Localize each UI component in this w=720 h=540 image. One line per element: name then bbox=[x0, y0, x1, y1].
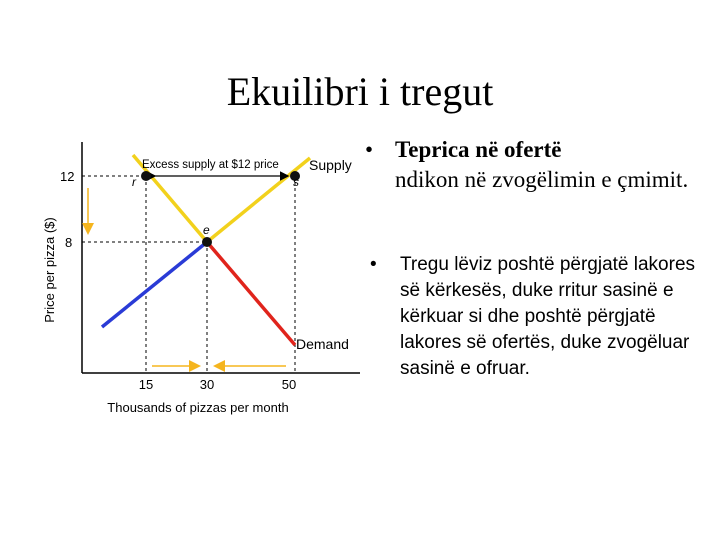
point-e bbox=[202, 237, 212, 247]
point-s-label: s bbox=[293, 175, 299, 189]
bullet-2 bbox=[370, 252, 710, 382]
point-r bbox=[141, 171, 151, 181]
demand-label: Demand bbox=[296, 336, 349, 352]
bullet-1-text: ndikon në zvogëlimin e çmimit. bbox=[395, 167, 689, 192]
bullet-2-marker: • bbox=[370, 254, 377, 275]
y-axis-label: Price per pizza ($) bbox=[42, 217, 57, 323]
bullet-2-text: Tregu lëviz poshtë përgjatë lakores së kërkesës, duke rritur sasinë e kërkuar si dhe poshtë përgjatë lakores së ofertës, duke zvogëluar sasinë e ofruar. bbox=[400, 254, 696, 379]
y-tick-12: 12 bbox=[60, 169, 75, 184]
y-tick-8: 8 bbox=[65, 235, 73, 250]
point-r-label: r bbox=[132, 175, 136, 189]
excess-supply-label: Excess supply at $12 price bbox=[142, 159, 279, 171]
bullet-1-marker: • bbox=[365, 137, 374, 162]
x-tick-15: 15 bbox=[138, 377, 154, 392]
point-e-label: e bbox=[203, 223, 210, 237]
x-axis-label: Thousands of pizzas per month bbox=[107, 400, 289, 415]
slide-title: Ekuilibri i tregut bbox=[226, 69, 494, 114]
x-tick-50: 50 bbox=[281, 377, 297, 392]
x-tick-30: 30 bbox=[199, 377, 215, 392]
bullet-1-bold-text: Teprica në ofertë bbox=[395, 137, 562, 162]
supply-curve-lower bbox=[102, 242, 207, 327]
demand-curve-lower bbox=[207, 242, 295, 345]
bullet-1 bbox=[365, 135, 710, 195]
supply-demand-chart bbox=[30, 140, 370, 430]
market-equilibrium-figure bbox=[30, 140, 370, 430]
supply-label: Supply bbox=[309, 157, 352, 173]
